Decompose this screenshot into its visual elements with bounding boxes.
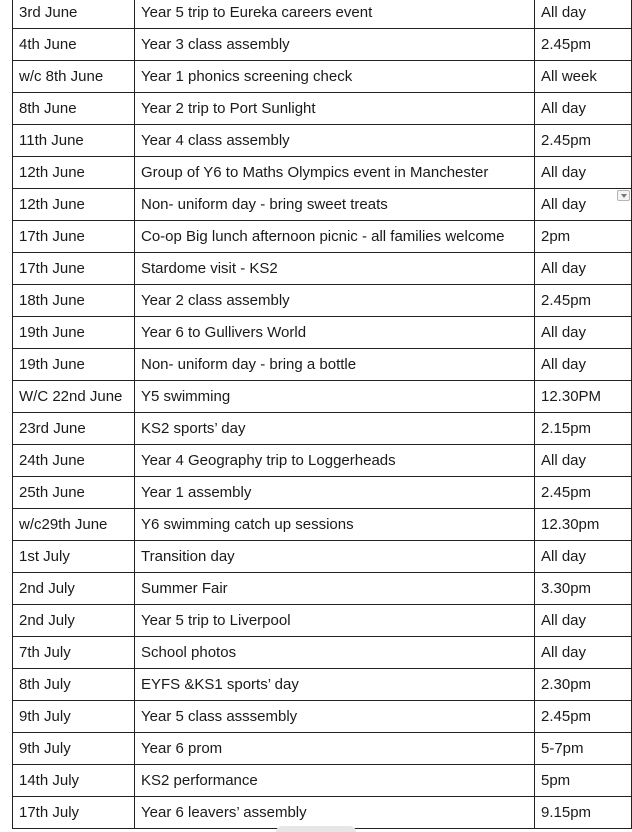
time-cell: All day [535,0,632,29]
event-cell: Year 5 class asssembly [135,701,535,733]
date-cell: 7th July [13,637,135,669]
table-row [13,509,632,541]
events-table [12,0,632,829]
event-cell: Year 6 leavers’ assembly [135,797,535,829]
date-cell: 12th June [13,157,135,189]
date-cell: 19th June [13,317,135,349]
time-cell: 2.45pm [535,701,632,733]
table-row [13,413,632,445]
date-cell: 17th June [13,221,135,253]
time-cell: 2.45pm [535,29,632,61]
time-cell: All day [535,93,632,125]
table-row [13,637,632,669]
time-cell: 2.45pm [535,477,632,509]
table-row [13,253,632,285]
date-cell: 17th July [13,797,135,829]
table-row [13,189,632,221]
date-cell: w/c 8th June [13,61,135,93]
time-cell: All day [535,253,632,285]
event-cell: School photos [135,637,535,669]
time-cell: 2.15pm [535,413,632,445]
event-cell: Year 1 phonics screening check [135,61,535,93]
event-cell: Stardome visit - KS2 [135,253,535,285]
table-row [13,0,632,29]
table-row [13,221,632,253]
table-row [13,797,632,829]
time-cell: 12.30pm [535,509,632,541]
event-cell: Year 5 trip to Liverpool [135,605,535,637]
event-cell: Summer Fair [135,573,535,605]
event-cell: EYFS &KS1 sports’ day [135,669,535,701]
table-row [13,349,632,381]
event-cell: Year 4 Geography trip to Loggerheads [135,445,535,477]
time-cell: All day [535,445,632,477]
table-row [13,157,632,189]
cell-dropdown-arrow-icon[interactable] [617,190,630,201]
date-cell: 1st July [13,541,135,573]
table-row [13,61,632,93]
table-row [13,125,632,157]
table-row [13,541,632,573]
event-cell: Year 5 trip to Eureka careers event [135,0,535,29]
table-row [13,29,632,61]
date-cell: 23rd June [13,413,135,445]
table-row [13,573,632,605]
date-cell: 3rd June [13,0,135,29]
table-row [13,445,632,477]
date-cell: 9th July [13,701,135,733]
time-cell: All day [535,637,632,669]
time-cell: All day [535,541,632,573]
time-cell: 5pm [535,765,632,797]
date-cell: W/C 22nd June [13,381,135,413]
event-cell: Non- uniform day - bring a bottle [135,349,535,381]
date-cell: 8th July [13,669,135,701]
time-cell: 5-7pm [535,733,632,765]
event-cell: Y5 swimming [135,381,535,413]
table-row [13,317,632,349]
table-row [13,285,632,317]
date-cell: 9th July [13,733,135,765]
scrollbar-thumb[interactable] [276,826,356,832]
event-cell: Non- uniform day - bring sweet treats [135,189,535,221]
event-cell: Year 3 class assembly [135,29,535,61]
date-cell: 4th June [13,29,135,61]
table-row [13,93,632,125]
date-cell: 11th June [13,125,135,157]
date-cell: 2nd July [13,605,135,637]
table-row [13,605,632,637]
table-row [13,669,632,701]
event-cell: Year 1 assembly [135,477,535,509]
table-row [13,477,632,509]
events-table-body [13,0,632,829]
event-cell: Co-op Big lunch afternoon picnic - all families welcome [135,221,535,253]
date-cell: 25th June [13,477,135,509]
event-cell: KS2 performance [135,765,535,797]
time-cell: All day [535,605,632,637]
event-cell: Year 4 class assembly [135,125,535,157]
time-cell: All day [535,349,632,381]
event-cell: Year 2 class assembly [135,285,535,317]
event-cell: KS2 sports’ day [135,413,535,445]
event-cell: Group of Y6 to Maths Olympics event in Manchester [135,157,535,189]
time-cell: 2.30pm [535,669,632,701]
date-cell: 19th June [13,349,135,381]
time-cell: 2pm [535,221,632,253]
date-cell: 8th June [13,93,135,125]
date-cell: 18th June [13,285,135,317]
time-cell: All day [535,157,632,189]
date-cell: 14th July [13,765,135,797]
time-cell: 2.45pm [535,285,632,317]
time-cell: All day [535,317,632,349]
table-row [13,381,632,413]
event-cell: Transition day [135,541,535,573]
event-cell: Year 6 to Gullivers World [135,317,535,349]
table-row [13,765,632,797]
table-row [13,701,632,733]
date-cell: w/c29th June [13,509,135,541]
time-cell: 2.45pm [535,125,632,157]
time-cell: 9.15pm [535,797,632,829]
date-cell: 2nd July [13,573,135,605]
event-cell: Year 6 prom [135,733,535,765]
time-cell: 12.30PM [535,381,632,413]
time-cell: All week [535,61,632,93]
table-row [13,733,632,765]
time-cell: All day [535,189,632,221]
date-cell: 12th June [13,189,135,221]
time-cell: 3.30pm [535,573,632,605]
event-cell: Year 2 trip to Port Sunlight [135,93,535,125]
date-cell: 17th June [13,253,135,285]
event-cell: Y6 swimming catch up sessions [135,509,535,541]
date-cell: 24th June [13,445,135,477]
